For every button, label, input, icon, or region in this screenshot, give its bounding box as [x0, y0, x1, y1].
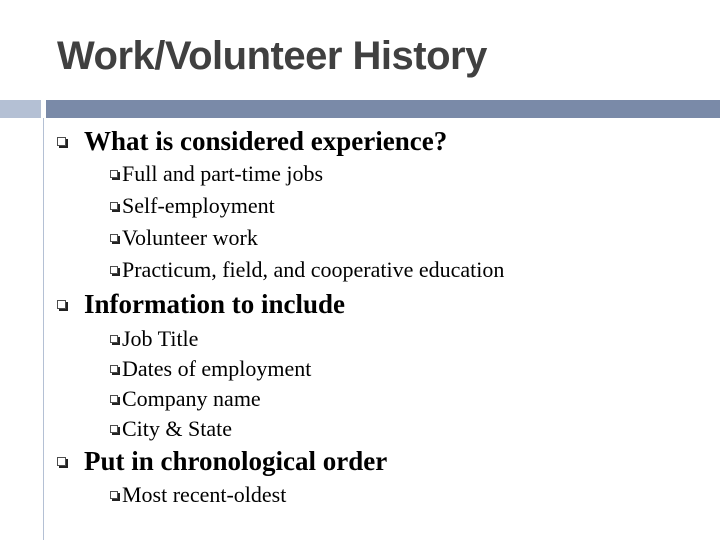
sub-bullet — [110, 386, 261, 412]
slide-title: Work/Volunteer History — [57, 34, 487, 78]
sub-bullet-text: Job Title — [122, 326, 199, 351]
bullet-heading-text: What is considered experience? — [84, 126, 448, 156]
checkbox-square-icon — [110, 335, 118, 343]
checkbox-square-icon — [110, 170, 118, 178]
sub-bullet — [110, 356, 311, 382]
checkbox-square-icon — [110, 395, 118, 403]
sub-bullet-text: Company name — [122, 386, 261, 411]
checkbox-square-icon — [110, 491, 118, 499]
sub-bullet-text: Dates of employment — [122, 356, 312, 381]
left-divider-line — [43, 118, 44, 540]
sub-bullet — [110, 482, 286, 508]
checkbox-square-icon — [110, 266, 118, 274]
sub-bullet-text: Full and part-time jobs — [122, 161, 324, 186]
bullet-heading-text: Information to include — [84, 289, 346, 319]
sub-bullet — [110, 161, 323, 187]
checkbox-square-icon — [57, 300, 66, 309]
bullet-heading — [57, 126, 447, 157]
sub-bullet-text: Most recent-oldest — [122, 482, 287, 507]
sub-bullet — [110, 193, 275, 219]
sub-bullet — [110, 225, 258, 251]
sub-bullet-text: Practicum, field, and cooperative education — [122, 257, 505, 282]
sub-bullet — [110, 257, 504, 283]
checkbox-square-icon — [110, 202, 118, 210]
sub-bullet-text: Volunteer work — [122, 225, 258, 250]
sub-bullet — [110, 326, 198, 352]
title-bar-accent — [0, 100, 41, 118]
title-bar — [46, 100, 720, 118]
sub-bullet — [110, 416, 232, 442]
checkbox-square-icon — [110, 425, 118, 433]
sub-bullet-text: City & State — [122, 416, 232, 441]
checkbox-square-icon — [57, 137, 66, 146]
checkbox-square-icon — [110, 365, 118, 373]
bullet-heading — [57, 289, 345, 320]
checkbox-square-icon — [57, 457, 66, 466]
bullet-heading — [57, 446, 387, 477]
checkbox-square-icon — [110, 234, 118, 242]
bullet-heading-text: Put in chronological order — [84, 446, 388, 476]
sub-bullet-text: Self-employment — [122, 193, 275, 218]
